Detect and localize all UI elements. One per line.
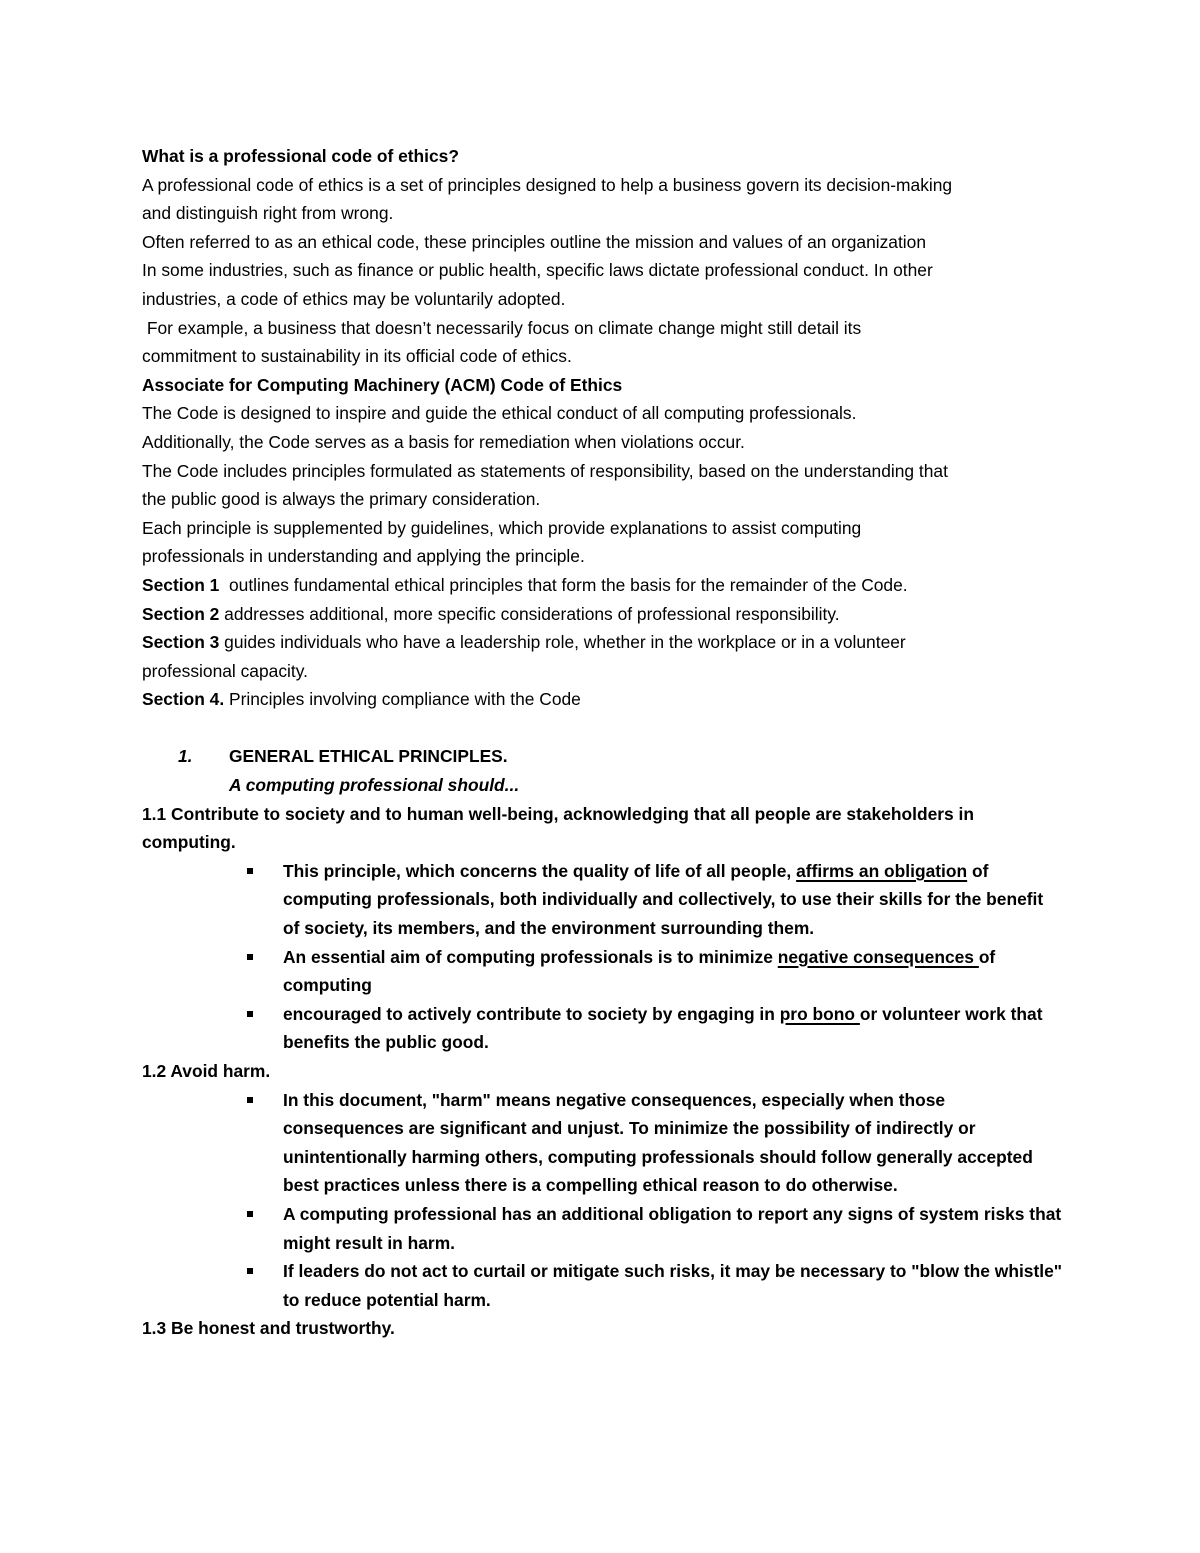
general-principles-title: GENERAL ETHICAL PRINCIPLES. xyxy=(229,746,508,767)
principle-1-1-bullets xyxy=(142,857,1062,1057)
document-body xyxy=(142,142,1062,1343)
square-bullet-icon xyxy=(247,1211,253,1217)
section-2-line xyxy=(142,600,1062,629)
principle-1-1-line-2: computing. xyxy=(142,832,236,853)
general-principles-number: 1. xyxy=(178,746,193,767)
intro-paragraph-1a: A professional code of ethics is a set of principles designed to help a business govern its decision-making xyxy=(142,174,953,195)
underlined-phrase: pro bono xyxy=(779,1003,860,1024)
intro-heading: What is a professional code of ethics? xyxy=(142,146,459,166)
section-2-text: addresses additional, more specific considerations of professional responsibility. xyxy=(219,603,840,624)
section-1-label: Section 1 xyxy=(142,574,220,595)
intro-paragraph-2: Often referred to as an ethical code, these principles outline the mission and values of an organization xyxy=(142,231,927,252)
principle-1-2-title: 1.2 Avoid harm. xyxy=(142,1061,271,1081)
principle-1-2-bullets xyxy=(142,1086,1062,1315)
square-bullet-icon xyxy=(247,1268,253,1274)
general-principles-heading xyxy=(142,742,1062,771)
section-2-label: Section 2 xyxy=(142,603,220,624)
bullet-text: If leaders do not act to curtail or mitigate such risks, it may be necessary to "blow the whistle" to reduce potential harm. xyxy=(283,1261,1062,1310)
section-4-label: Section 4. xyxy=(142,689,225,710)
principle-1-1-line-1: 1.1 Contribute to society and to human well-being, acknowledging that all people are stakeholders in xyxy=(142,803,974,824)
list-item xyxy=(142,1257,1062,1314)
acm-line-6: professionals in understanding and applying the principle. xyxy=(142,546,585,567)
acm-heading: Associate for Computing Machinery (ACM) Code of Ethics xyxy=(142,374,623,395)
intro-paragraph-1b: and distinguish right from wrong. xyxy=(142,203,394,224)
intro-paragraph-3a: In some industries, such as finance or public health, specific laws dictate professional conduct. In other xyxy=(142,260,933,281)
section-4-text: Principles involving compliance with the Code xyxy=(224,689,581,710)
underlined-phrase: affirms an obligation xyxy=(796,860,968,881)
list-item xyxy=(142,1000,1062,1057)
underlined-phrase: negative consequences xyxy=(777,946,979,967)
section-3-line xyxy=(142,628,1062,657)
square-bullet-icon xyxy=(247,1011,253,1017)
section-1-line xyxy=(142,571,1062,600)
blank-line xyxy=(142,714,1062,743)
square-bullet-icon xyxy=(247,954,253,960)
acm-line-4: the public good is always the primary consideration. xyxy=(142,489,541,510)
bullet-text: or volunteer work that benefits the public good. xyxy=(283,1003,1043,1053)
bullet-text: An essential aim of computing professionals is to minimize xyxy=(283,946,778,967)
general-principles-subtitle: A computing professional should... xyxy=(229,775,520,796)
bullet-text: A computing professional has an additional obligation to report any signs of system risks that might result in harm. xyxy=(283,1203,1062,1253)
bullet-text: of computing professionals, both individually and collectively, to use their skills for the benefit of society, its members, and the environment surrounding them. xyxy=(283,860,1044,939)
intro-paragraph-4a: For example, a business that doesn’t necessarily focus on climate change might still detail its xyxy=(142,317,862,338)
section-1-text: outlines fundamental ethical principles that form the basis for the remainder of the Code. xyxy=(219,574,908,595)
list-item xyxy=(142,1086,1062,1200)
section-3-text: guides individuals who have a leadership role, whether in the workplace or in a volunteer xyxy=(219,632,906,653)
intro-paragraph-4b: commitment to sustainability in its official code of ethics. xyxy=(142,346,572,367)
section-4-line xyxy=(142,685,1062,714)
list-item xyxy=(142,857,1062,943)
section-3-continuation: professional capacity. xyxy=(142,660,308,681)
principle-1-3-title: 1.3 Be honest and trustworthy. xyxy=(142,1318,395,1339)
square-bullet-icon xyxy=(247,1097,253,1103)
square-bullet-icon xyxy=(247,868,253,874)
list-item xyxy=(142,943,1062,1000)
acm-line-2: Additionally, the Code serves as a basis for remediation when violations occur. xyxy=(142,431,745,452)
intro-paragraph-3b: industries, a code of ethics may be voluntarily adopted. xyxy=(142,288,566,309)
bullet-text: This principle, which concerns the quality of life of all people, xyxy=(283,860,797,881)
bullet-text: encouraged to actively contribute to society by engaging in xyxy=(283,1003,780,1024)
list-item xyxy=(142,1200,1062,1257)
acm-line-5: Each principle is supplemented by guidelines, which provide explanations to assist computing xyxy=(142,517,862,538)
acm-line-1: The Code is designed to inspire and guide the ethical conduct of all computing professionals. xyxy=(142,403,857,424)
section-3-label: Section 3 xyxy=(142,632,220,653)
acm-line-3: The Code includes principles formulated as statements of responsibility, based on the understanding that xyxy=(142,460,948,481)
bullet-text: of computing xyxy=(283,946,996,996)
bullet-text: In this document, "harm" means negative consequences, especially when those consequences are significant and unjust. To minimize the possibility of indirectly or unintentionally harming others, computing professionals should follow generally accepted best practices unless there is a compelling ethical reason to do otherwise. xyxy=(283,1089,1033,1196)
